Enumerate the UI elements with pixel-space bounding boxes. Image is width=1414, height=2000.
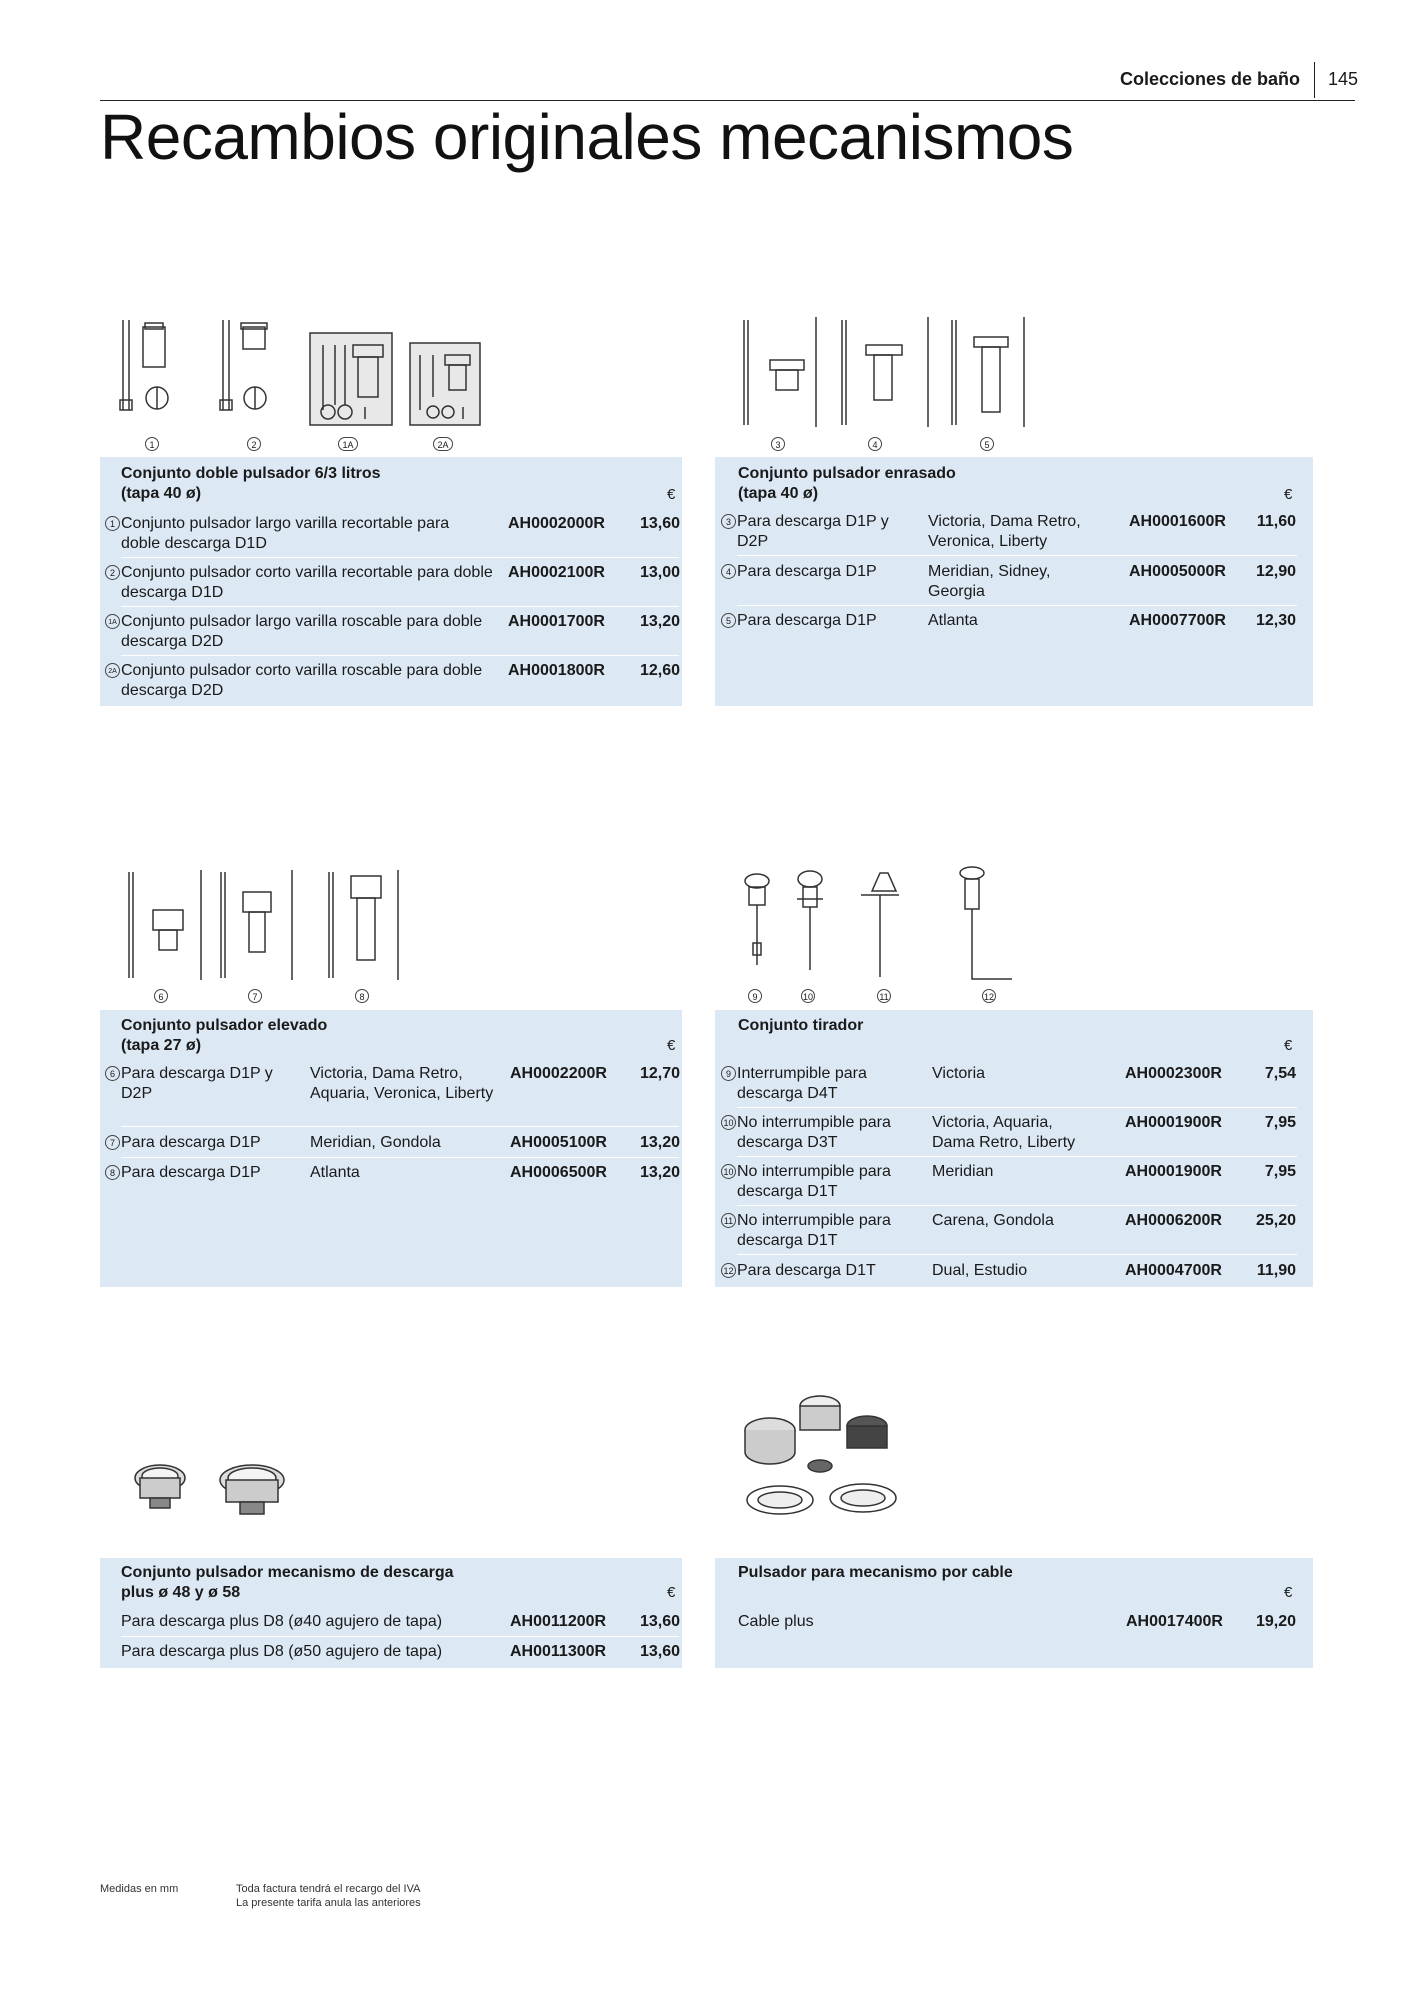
currency-label: € — [1284, 1037, 1293, 1054]
row-divider — [121, 1157, 679, 1158]
product-code: AH0011200R — [510, 1613, 607, 1630]
table-row: Cable plus AH0017400R 19,20 — [738, 1613, 1296, 1630]
product-code: AH0006200R — [1125, 1212, 1222, 1229]
price: 13,20 — [639, 613, 680, 630]
product-code: AH0005000R — [1129, 563, 1226, 580]
currency-label: € — [667, 486, 676, 503]
illustration-cable-push-button — [735, 1388, 905, 1528]
item-number: 10 — [721, 1164, 736, 1179]
table-row: 11 No interrumpible para descarga D1T Carena, Gondola AH0006200R 25,20 — [721, 1211, 1296, 1251]
table-row: 6 Para descarga D1P y D2P Victoria, Dama Retro, Aquaria, Veronica, Liberty AH0002200R 12,70 — [105, 1064, 680, 1104]
footer-units-note: Medidas en mm — [100, 1883, 179, 1895]
illustration-raised-push-sets — [115, 868, 415, 988]
price: 11,90 — [1256, 1262, 1296, 1279]
callout-5: 5 — [980, 437, 994, 451]
table-row: 1 Conjunto pulsador largo varilla recortable para doble descarga D1D AH0002000R 13,60 — [105, 514, 680, 554]
illustration-pull-handle-sets — [735, 865, 1035, 985]
product-code: AH0001900R — [1125, 1163, 1222, 1180]
price: 19,20 — [1255, 1613, 1296, 1630]
callout-3: 3 — [771, 437, 785, 451]
item-number: 4 — [721, 564, 736, 579]
product-code: AH0011300R — [510, 1643, 607, 1660]
price: 7,54 — [1264, 1065, 1296, 1082]
page-number: 145 — [1328, 69, 1359, 89]
price: 13,20 — [639, 1134, 680, 1151]
panel-title: Conjunto pulsador mecanismo de descarga plus ø 48 y ø 58 — [121, 1564, 454, 1601]
product-code: AH0001600R — [1129, 513, 1226, 530]
product-code: AH0007700R — [1129, 612, 1226, 629]
item-number: 3 — [721, 514, 736, 529]
price: 13,60 — [639, 1613, 680, 1630]
product-code: AH0005100R — [510, 1134, 607, 1151]
panel-title: Conjunto doble pulsador 6/3 litros (tapa 40 ø) — [121, 465, 381, 502]
table-row: 4 Para descarga D1P Meridian, Sidney, Georgia AH0005000R 12,90 — [721, 562, 1296, 602]
price: 12,30 — [1255, 612, 1296, 629]
panel-title: Pulsador para mecanismo por cable — [738, 1564, 1013, 1581]
row-divider — [121, 1636, 679, 1637]
item-number: 2A — [105, 663, 120, 678]
row-divider — [121, 1126, 679, 1127]
table-row: 2 Conjunto pulsador corto varilla recortable para doble descarga D1D AH0002100R 13,00 — [105, 563, 680, 603]
table-row: 1A Conjunto pulsador largo varilla roscable para doble descarga D2D AH0001700R 13,20 — [105, 612, 680, 652]
price: 12,70 — [639, 1065, 680, 1082]
price: 11,60 — [1256, 513, 1296, 530]
table-row: 3 Para descarga D1P y D2P Victoria, Dama Retro, Veronica, Liberty AH0001600R 11,60 — [721, 512, 1296, 552]
currency-label: € — [667, 1037, 676, 1054]
table-row: Para descarga plus D8 (ø50 agujero de tapa) AH0011300R 13,60 — [121, 1643, 680, 1660]
currency-label: € — [667, 1584, 676, 1601]
row-divider — [121, 557, 679, 558]
table-row: 9 Interrumpible para descarga D4T Victoria AH0002300R 7,54 — [721, 1064, 1296, 1104]
callout-9: 9 — [748, 989, 762, 1003]
item-number: 10 — [721, 1115, 736, 1130]
illustration-discharge-push-buttons — [130, 1460, 300, 1530]
panel-title: Conjunto tirador — [738, 1017, 864, 1034]
product-code: AH0004700R — [1125, 1262, 1222, 1279]
price: 7,95 — [1264, 1114, 1296, 1131]
table-row: 2A Conjunto pulsador corto varilla roscable para doble descarga D2D AH0001800R 12,60 — [105, 661, 680, 701]
row-divider — [737, 1205, 1297, 1206]
item-number: 12 — [721, 1263, 736, 1278]
price: 12,60 — [639, 662, 680, 679]
illustration-double-push-sets — [115, 315, 495, 435]
row-divider — [737, 1107, 1297, 1108]
table-row: 12 Para descarga D1T Dual, Estudio AH0004700R 11,90 — [721, 1261, 1296, 1283]
row-divider — [737, 605, 1297, 606]
item-number: 9 — [721, 1066, 736, 1081]
item-number: 2 — [105, 565, 120, 580]
item-number: 8 — [105, 1165, 120, 1180]
callout-11: 11 — [877, 989, 891, 1003]
callout-10: 10 — [801, 989, 815, 1003]
row-divider — [121, 655, 679, 656]
callout-1a: 1A — [338, 437, 358, 451]
price: 13,60 — [639, 1643, 680, 1660]
callout-4: 4 — [868, 437, 882, 451]
price: 13,60 — [639, 515, 680, 532]
callout-12: 12 — [982, 989, 996, 1003]
product-code: AH0017400R — [1126, 1613, 1223, 1630]
illustration-flush-push-sets — [730, 315, 1040, 435]
callout-2: 2 — [247, 437, 261, 451]
panel-title: Conjunto pulsador enrasado (tapa 40 ø) — [738, 465, 956, 502]
callout-6: 6 — [154, 989, 168, 1003]
table-row: 10 No interrumpible para descarga D3T Victoria, Aquaria, Dama Retro, Liberty AH0001900R 7,95 — [721, 1113, 1296, 1153]
row-divider — [737, 1254, 1297, 1255]
product-code: AH0002300R — [1125, 1065, 1222, 1082]
table-row: 5 Para descarga D1P Atlanta AH0007700R 12,30 — [721, 611, 1296, 633]
item-number: 11 — [721, 1213, 736, 1228]
price: 13,20 — [639, 1164, 680, 1181]
footer-legal-note: Toda factura tendrá el recargo del IVA La presente tarifa anula las anteriores — [236, 1883, 421, 1909]
page-title: Recambios originales mecanismos — [100, 101, 1074, 173]
panel-title: Conjunto pulsador elevado (tapa 27 ø) — [121, 1017, 328, 1054]
table-row: Para descarga plus D8 (ø40 agujero de tapa) AH0011200R 13,60 — [121, 1613, 680, 1630]
item-number: 1A — [105, 614, 120, 629]
product-code: AH0002000R — [508, 515, 605, 532]
price: 12,90 — [1255, 563, 1296, 580]
callout-7: 7 — [248, 989, 262, 1003]
price: 13,00 — [639, 564, 680, 581]
callout-1: 1 — [145, 437, 159, 451]
currency-label: € — [1284, 1584, 1293, 1601]
product-code: AH0002100R — [508, 564, 605, 581]
product-code: AH0006500R — [510, 1164, 607, 1181]
price: 7,95 — [1264, 1163, 1296, 1180]
row-divider — [737, 1156, 1297, 1157]
section-title: Colecciones de baño — [1119, 69, 1300, 89]
callout-8: 8 — [355, 989, 369, 1003]
item-number: 6 — [105, 1066, 120, 1081]
callout-2a: 2A — [433, 437, 453, 451]
table-row: 8 Para descarga D1P Atlanta AH0006500R 13,20 — [105, 1163, 680, 1185]
row-divider — [737, 555, 1297, 556]
product-code: AH0001800R — [508, 662, 605, 679]
product-code: AH0001900R — [1125, 1114, 1222, 1131]
product-code: AH0002200R — [510, 1065, 607, 1082]
currency-label: € — [1284, 486, 1293, 503]
row-divider — [121, 606, 679, 607]
item-number: 1 — [105, 516, 120, 531]
header-separator — [1314, 62, 1315, 98]
price: 25,20 — [1255, 1212, 1296, 1229]
table-row: 7 Para descarga D1P Meridian, Gondola AH0005100R 13,20 — [105, 1133, 680, 1155]
product-code: AH0001700R — [508, 613, 605, 630]
item-number: 7 — [105, 1135, 120, 1150]
table-row: 10 No interrumpible para descarga D1T Meridian AH0001900R 7,95 — [721, 1162, 1296, 1202]
item-number: 5 — [721, 613, 736, 628]
